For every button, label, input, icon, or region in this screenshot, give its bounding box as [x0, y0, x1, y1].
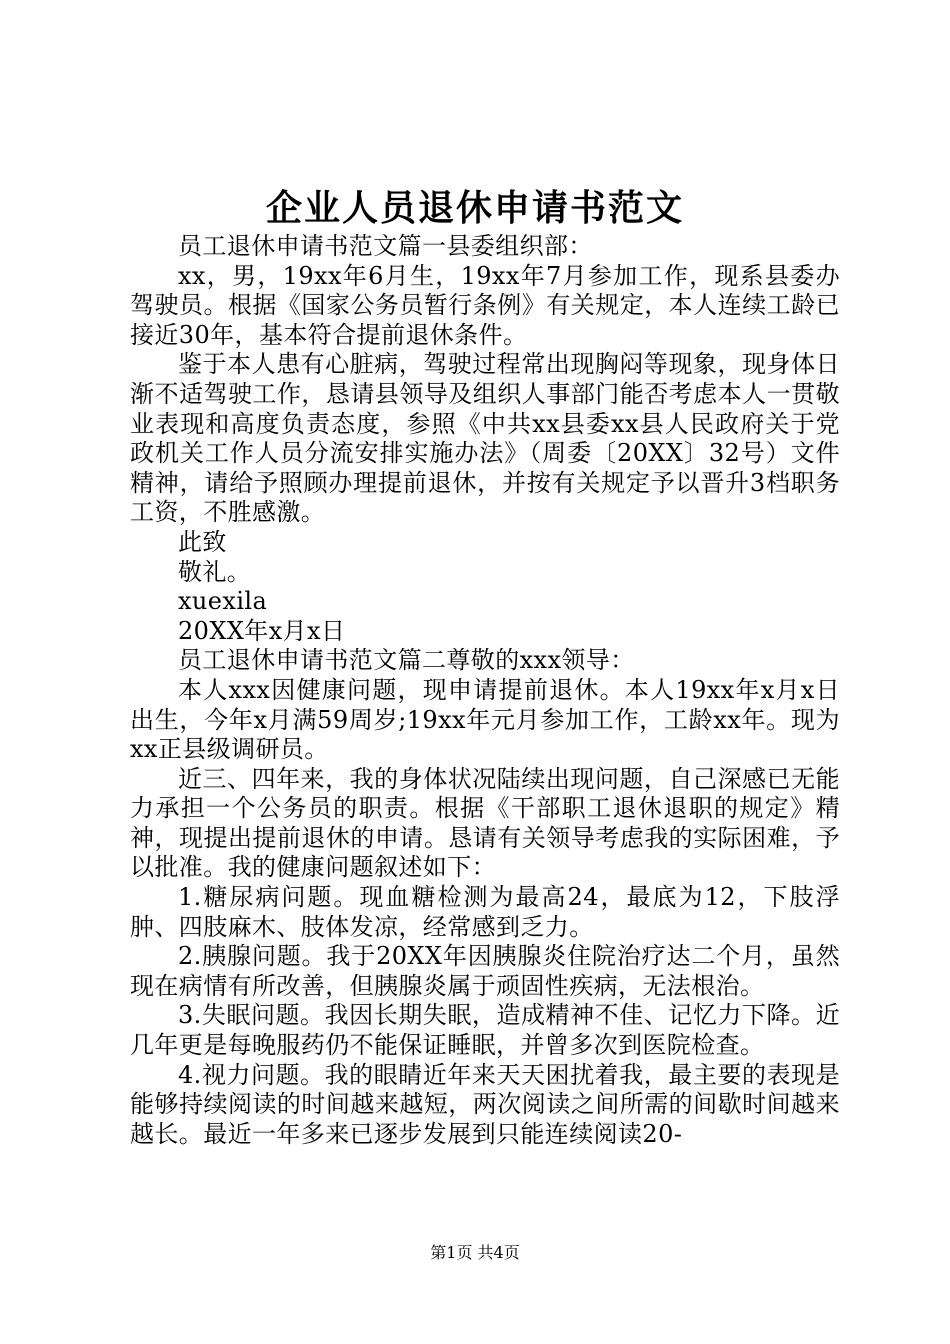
paragraph-reason-2: 近三、四年来，我的身体状况陆续出现问题，自己深感已无能力承担一个公务员的职责。根据《干部职工退休退职的规定》精神，现提出提前退休的申请。恳请有关领导考虑我的实际困难，予以批准。我的健康问题叙述如下： — [130, 764, 840, 882]
list-item-vision: 4.视力问题。我的眼睛近年来天天困扰着我，最主要的表现是能够持续阅读的时间越来越短，两次阅读之间所需的间歇时间越来越长。最近一年多来已逐步发展到只能连续阅读20- — [130, 1060, 840, 1148]
document-body — [130, 232, 840, 1149]
closing-salutation: 此致 — [178, 527, 227, 556]
paragraph-personal-info-1: xx，男，19xx年6月生，19xx年7月参加工作，现系县委办驾驶员。根据《国家公务员暂行条例》有关规定，本人连续工龄已接近30年，基本符合提前退休条件。 — [130, 261, 840, 349]
signature-date: 20XX年x月x日 — [178, 616, 346, 645]
paragraph-request-1: 鉴于本人患有心脏病，驾驶过程常出现胸闷等现象，现身体日渐不适驾驶工作，恳请县领导及组织人事部门能否考虑本人一贯敬业表现和高度负责态度，参照《中共xx县委xx县人民政府关于党政机关工作人员分流安排实施办法》（周委〔20XX〕32号）文件精神，请给予照顾办理提前退休，并按有关规定予以晋升3档职务工资，不胜感激。 — [130, 350, 840, 527]
page-number-footer: 第1页 共4页 — [430, 1243, 520, 1262]
paragraph-heading-2: 员工退休申请书范文篇二尊敬的xxx领导： — [178, 646, 635, 675]
paragraph-heading-1: 员工退休申请书范文篇一县委组织部： — [178, 232, 593, 260]
list-item-pancreas: 2.胰腺问题。我于20XX年因胰腺炎住院治疗达二个月，虽然现在病情有所改善，但胰腺炎属于顽固性疾病，无法根治。 — [130, 942, 840, 1000]
paragraph-personal-info-2: 本人xxx因健康问题，现申请提前退休。本人19xx年x月x日出生，今年x月满59周岁;19xx年元月参加工作，工龄xx年。现为xx正县级调研员。 — [130, 675, 840, 764]
list-item-insomnia: 3.失眠问题。我因长期失眠，造成精神不佳、记忆力下降。近几年更是每晚服药仍不能保证睡眠，并曾多次到医院检查。 — [130, 1001, 840, 1060]
signature-name: xuexila — [178, 587, 268, 616]
list-item-diabetes: 1.糖尿病问题。现血糖检测为最高24，最底为12，下肢浮肿、四肢麻木、肢体发凉，经常感到乏力。 — [130, 883, 840, 941]
document-title: 企业人员退休申请书范文 — [265, 187, 684, 229]
closing-regards: 敬礼。 — [178, 557, 252, 586]
